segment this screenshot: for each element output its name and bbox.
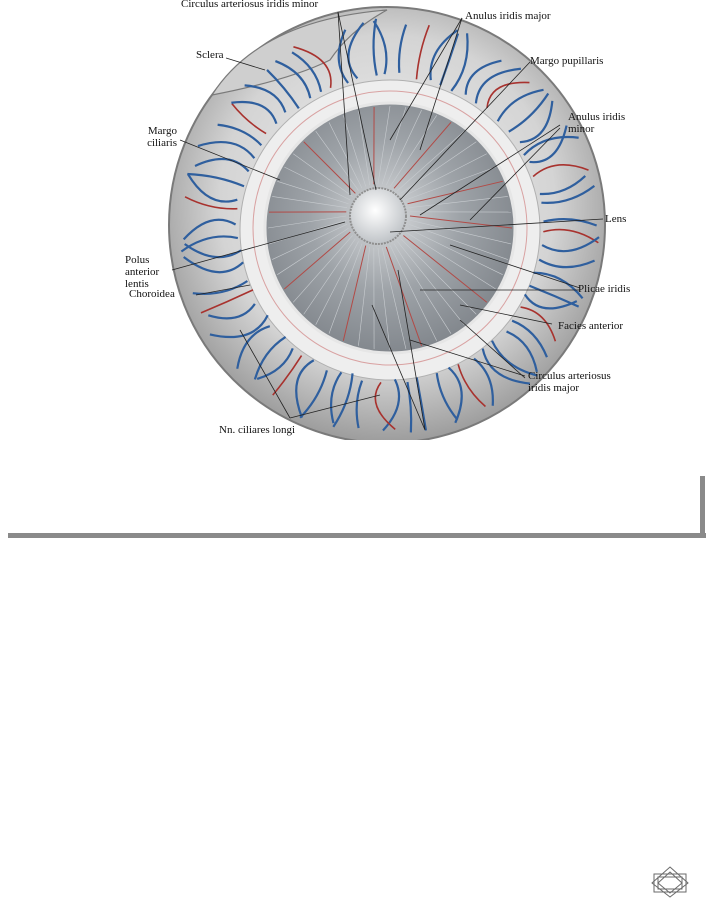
- label-plicae-iridis: Plicae iridis: [578, 283, 631, 295]
- label-anulus-minor-line1: Anulus iridis: [568, 111, 626, 123]
- label-circulus-major-line2: iridis major: [528, 382, 580, 394]
- label-margo-ciliaris-line2: ciliaris: [147, 137, 177, 149]
- label-polus-line2: anterior: [125, 266, 160, 278]
- label-anulus-minor-line2: minor: [568, 123, 595, 135]
- label-choroidea: Choroidea: [129, 288, 175, 300]
- label-nn-ciliares-longi: Nn. ciliares longi: [219, 424, 296, 436]
- diamond-nav-icon[interactable]: [650, 866, 690, 898]
- label-polus-line1: Polus: [125, 254, 150, 266]
- label-polus-anterior-lentis: [125, 254, 159, 290]
- label-facies-anterior: Facies anterior: [558, 320, 624, 332]
- frame-border-vertical: [700, 476, 705, 538]
- label-margo-ciliaris: [137, 125, 177, 149]
- label-circulus-minor: Circulus arteriosus iridis minor: [181, 0, 319, 10]
- diamond-nav-icon-svg: [650, 866, 690, 898]
- label-anulus-major: Anulus iridis major: [465, 10, 551, 22]
- label-circulus-major-line1: Circulus arteriosus: [528, 370, 611, 382]
- label-polus-line3: lentis: [125, 278, 149, 290]
- frame-border-horizontal: [8, 533, 706, 538]
- label-anulus-minor: [568, 111, 625, 135]
- label-lens: Lens: [605, 213, 627, 225]
- label-margo-ciliaris-line1: Margo: [147, 125, 177, 137]
- lens-disc: [350, 188, 406, 244]
- iris-anatomy-figure: [0, 0, 706, 440]
- label-margo-pupillaris: Margo pupillaris: [530, 55, 604, 67]
- label-sclera: Sclera: [196, 49, 224, 61]
- label-circulus-major: [528, 370, 611, 394]
